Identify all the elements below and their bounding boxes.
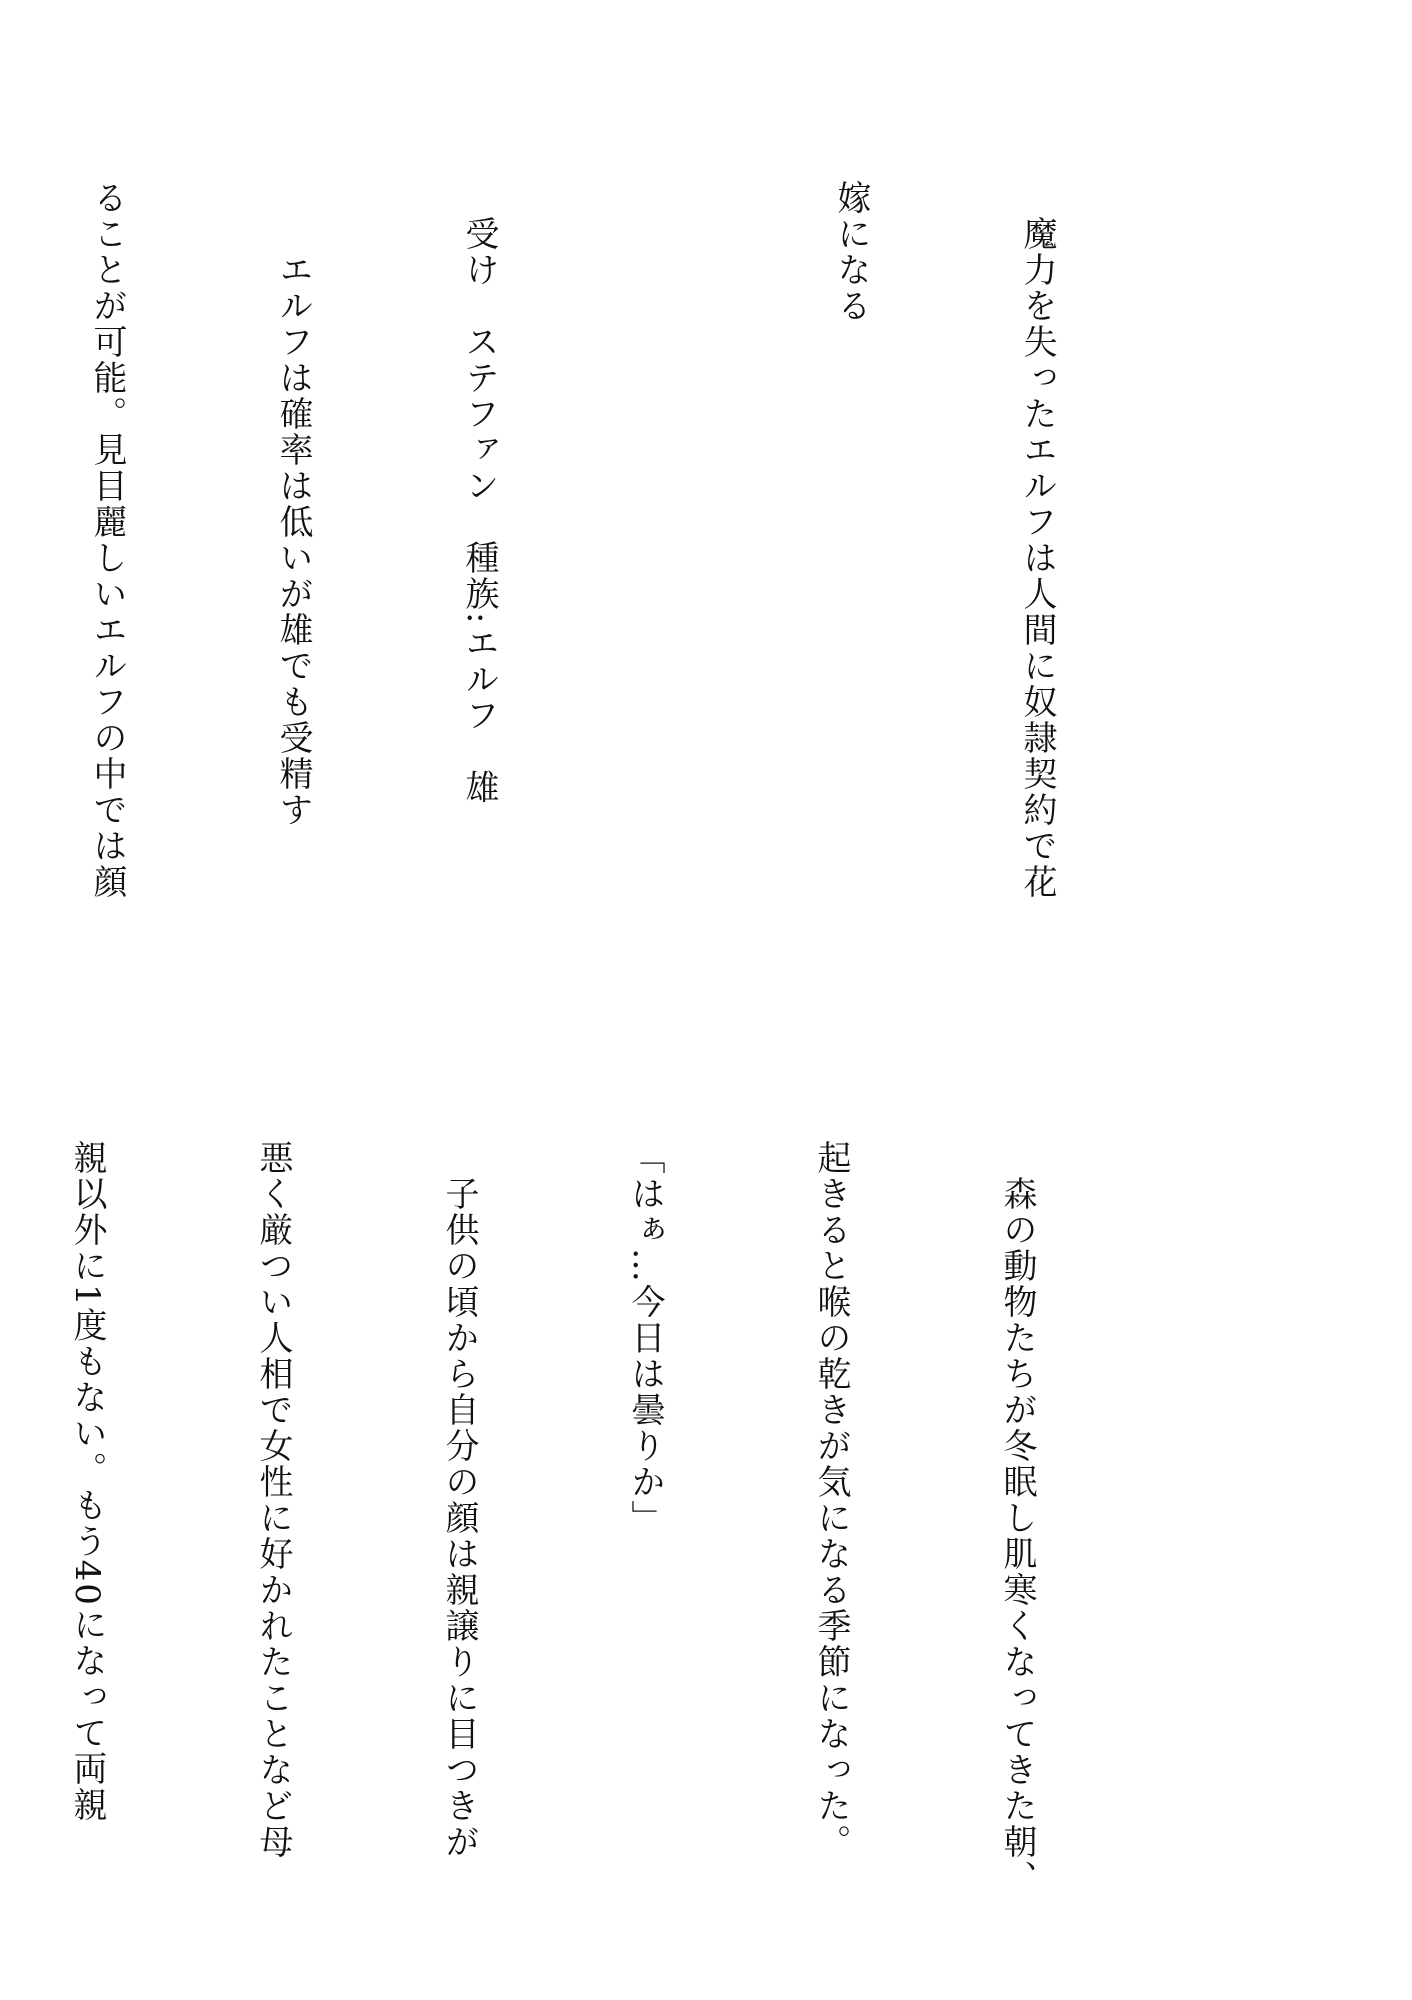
text-line: 森の動物たちが冬眠し肌寒くなってきた朝、 — [997, 1140, 1037, 1896]
story-block — [0, 1140, 1172, 1900]
text-line: 受け ステファン 種族:エルフ 雄 — [459, 180, 499, 806]
synopsis-block — [0, 180, 1192, 900]
text-line: エルフは確率は低いが雄でも受精す — [273, 180, 313, 828]
text-line: 悪く厳つい人相で女性に好かれたことなど母 — [253, 1140, 293, 1860]
text-line — [634, 180, 696, 900]
text-line: 親以外に1度もない。もう40になって両親 — [67, 1140, 107, 1823]
text-line: 嫁になる — [831, 180, 871, 324]
text-line: ることが可能。見目麗しいエルフの中では顔 — [87, 180, 127, 900]
text-line: 魔力を失ったエルフは人間に奴隷契約で花 — [1017, 180, 1057, 900]
text-line: 子供の頃から自分の顔は親譲りに目つきが — [439, 1140, 479, 1860]
text-line: 起きると喉の乾きが気になる季節になった。 — [811, 1140, 851, 1860]
text-line: 「はぁ…今日は曇りか」 — [625, 1140, 665, 1536]
